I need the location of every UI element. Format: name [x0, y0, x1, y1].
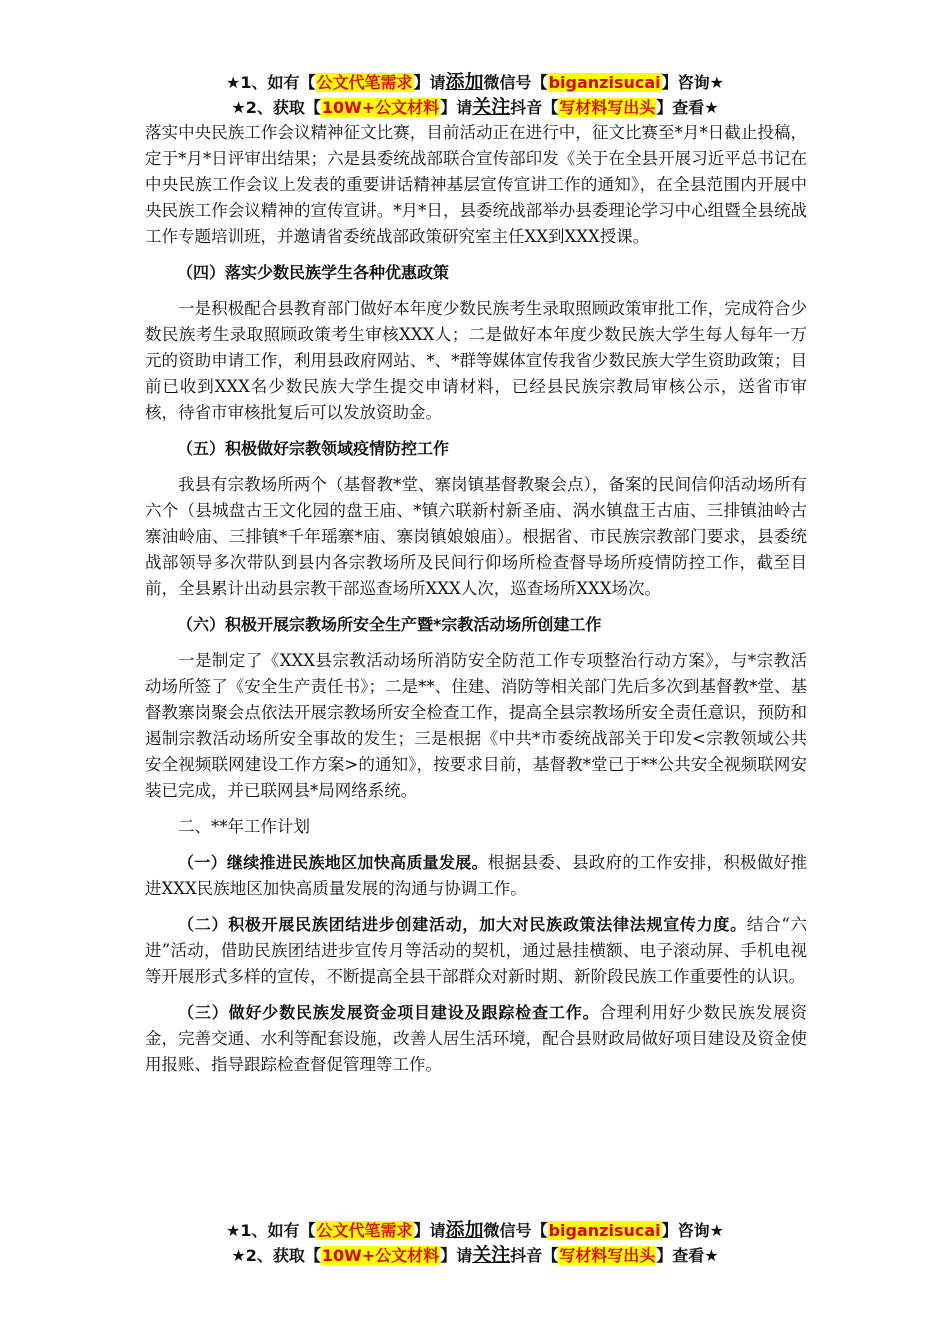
- promo-text: 抖音【: [510, 1246, 559, 1265]
- paragraph-section-4: 一是积极配合县教育部门做好本年度少数民族考生录取照顾政策审批工作，完成符合少数民族考生录取照顾政策考生审核XXX人；二是做好本年度少数民族大学生每人每年一万元的资助申请工作，利用县政府网站、*、*群等媒体宣传我省少数民族大学生资助政策；目前已收到XXX名少数民族大学生提交申请材料，已经县民族宗教局审核公示，送省市审核，待省市审核批复后可以发放资助金。: [145, 299, 807, 422]
- promo-text: 微信号【: [483, 1221, 548, 1240]
- section-heading-6: （六）积极开展宗教场所安全生产暨*宗教活动场所创建工作: [177, 615, 602, 634]
- promo-text: 微信号【: [483, 73, 548, 92]
- paragraph-section-6: 一是制定了《XXX县宗教活动场所消防安全防范工作专项整治行动方案》，与*宗教活动场所签了《安全生产责任书》；二是**、住建、消防等相关部门先后多次到基督教*堂、基督教寨岗聚会点依法开展宗教场所安全检查工作，提高全县宗教场所安全责任意识，预防和遏制宗教活动场所安全事故的发生；三是根据《中共*市委统战部关于印发<宗教领域公共安全视频联网建设工作方案>的通知》，按要求目前，基督教*堂已于**公共安全视频联网安装已完成，并已联网县*局网络系统。: [145, 651, 807, 800]
- promo-text: 抖音【: [510, 98, 559, 117]
- promo-highlight: 10W+公文材料: [321, 98, 440, 117]
- promo-emphasis: 添加: [445, 71, 484, 93]
- plan-item-3: [145, 1000, 807, 1078]
- promo-text: 】请: [413, 1221, 446, 1240]
- header-promo-line-2: [0, 95, 950, 120]
- promo-text: 】请: [413, 73, 446, 92]
- promo-text: ★1、如有【: [226, 73, 316, 92]
- promo-highlight: 10W+公文材料: [321, 1246, 440, 1265]
- promo-highlight: 公文代笔需求: [316, 1221, 413, 1240]
- paragraph-section-5: 我县有宗教场所两个（基督教*堂、寨岗镇基督教聚会点），备案的民间信仰活动场所有六个（县城盘古王文化园的盘王庙、*镇六联新村新圣庙、涡水镇盘王古庙、三排镇油岭古寨油岭庙、三排镇*千年瑶寨*庙、寨岗镇娘娘庙）。根据省、市民族宗教部门要求，县委统战部领导多次带队到县内各宗教场所及民间行仰场所检查督导场所疫情防控工作，截至目前，全县累计出动县宗教干部巡查场所XXX人次，巡查场所XXX场次。: [145, 475, 807, 598]
- promo-text: 】请: [440, 1246, 473, 1265]
- document-body: [145, 120, 807, 1088]
- plan-item-2-title: （二）积极开展民族团结进步创建活动，加大对民族政策法律法规宣传力度。: [178, 915, 747, 934]
- promo-highlight-douyin: 写材料写出头: [559, 1246, 656, 1265]
- promo-text: 】请: [440, 98, 473, 117]
- plan-item-3-text: 合理利用好少数民族发展资金，完善交通、水利等配套设施，改善人居生活环境，配合县财政局做好项目建设及资金使用报账、指导跟踪检查督促管理等工作。: [145, 1003, 807, 1074]
- promo-emphasis: 添加: [445, 1219, 484, 1241]
- promo-highlight-wechat: biganzisucai: [548, 73, 661, 92]
- paragraph-continued: 落实中央民族工作会议精神征文比赛，目前活动正在进行中，征文比赛至*月*日截止投稿，定于*月*日评审出结果；六是县委统战部联合宣传部印发《关于在全县开展习近平总书记在中央民族工作会议上发表的重要讲话精神基层宣传宣讲工作的通知》，在全县范围内开展中央民族工作会议精神的宣传宣讲。*月*日，县委统战部举办县委理论学习中心组暨全县统战工作专题培训班，并邀请省委统战部政策研究室主任XX到XXX授课。: [145, 123, 807, 246]
- plan-heading: 二、**年工作计划: [178, 817, 310, 836]
- promo-text: ★2、获取【: [231, 98, 321, 117]
- plan-item-1-title: （一）继续推进民族地区加快高质量发展。: [178, 853, 488, 872]
- plan-item-2: [145, 912, 807, 990]
- plan-item-1: [145, 850, 807, 902]
- promo-highlight-wechat: biganzisucai: [548, 1221, 661, 1240]
- promo-text: 】查看★: [656, 98, 719, 117]
- header-promo-line-1: [0, 70, 950, 95]
- promo-highlight-douyin: 写材料写出头: [559, 98, 656, 117]
- promo-emphasis: 关注: [472, 96, 511, 118]
- promo-text: ★1、如有【: [226, 1221, 316, 1240]
- promo-text: ★2、获取【: [231, 1246, 321, 1265]
- footer-promo-line-1: [0, 1218, 950, 1243]
- plan-item-2-text: 结合“六进”活动，借助民族团结进步宣传月等活动的契机，通过悬挂横额、电子滚动屏、手机电视等开展形式多样的宣传，不断提高全县干部群众对新时期、新阶段民族工作重要性的认识。: [145, 915, 807, 986]
- promo-emphasis: 关注: [472, 1244, 511, 1266]
- section-heading-5: （五）积极做好宗教领域疫情防控工作: [177, 439, 450, 458]
- promo-highlight: 公文代笔需求: [316, 73, 413, 92]
- plan-item-1-text: 根据县委、县政府的工作安排，积极做好推进XXX民族地区加快高质量发展的沟通与协调工作。: [145, 853, 807, 898]
- footer-promo-line-2: [0, 1243, 950, 1268]
- promo-text: 】查看★: [656, 1246, 719, 1265]
- plan-item-3-title: （三）做好少数民族发展资金项目建设及跟踪检查工作。: [178, 1003, 600, 1022]
- promo-text: 】咨询★: [661, 1221, 724, 1240]
- section-heading-4: （四）落实少数民族学生各种优惠政策: [177, 263, 450, 282]
- promo-text: 】咨询★: [661, 73, 724, 92]
